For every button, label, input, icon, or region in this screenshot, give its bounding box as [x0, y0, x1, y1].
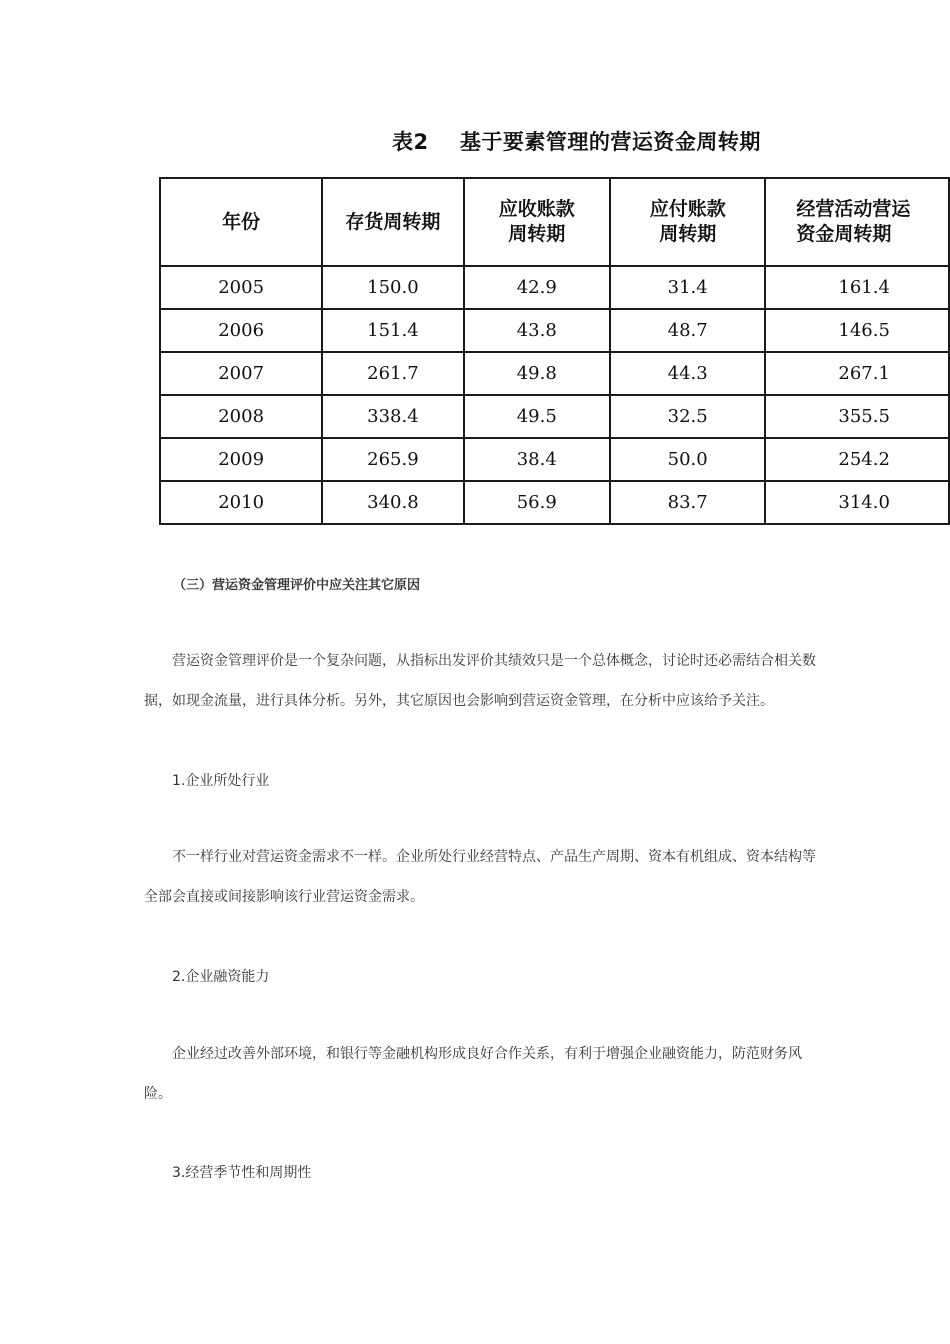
item-industry-text: 不一样行业对营运资金需求不一样。企业所处行业经营特点、产品生产周期、资本有机组成、资本结构等全部会直接或间接影响该行业营运资金需求。 [144, 849, 816, 905]
cell-year: 2010 [160, 481, 322, 524]
cell-payable: 48.7 [610, 309, 765, 352]
cell-operating: 161.4 [765, 266, 949, 309]
cell-operating: 146.5 [765, 309, 949, 352]
table-row [160, 438, 949, 481]
header-receivable-period: 应收账款 周转期 [464, 178, 610, 266]
header-year: 年份 [160, 178, 322, 266]
cell-receivable: 38.4 [464, 438, 610, 481]
item-seasonality-title: 3.经营季节性和周期性 [172, 1165, 312, 1181]
header-inventory-period: 存货周转期 [322, 178, 463, 266]
cell-operating: 355.5 [765, 395, 949, 438]
cell-payable: 83.7 [610, 481, 765, 524]
header-operating-capital-period: 经营活动营运 资金周转期 [765, 178, 949, 266]
table-title: 表2 基于要素管理的营运资金周转期 [392, 130, 761, 154]
cell-inventory: 150.0 [322, 266, 463, 309]
table-row [160, 266, 949, 309]
cell-receivable: 56.9 [464, 481, 610, 524]
cell-payable: 32.5 [610, 395, 765, 438]
cell-payable: 31.4 [610, 266, 765, 309]
cell-inventory: 338.4 [322, 395, 463, 438]
item-financing-title: 2.企业融资能力 [172, 969, 270, 985]
cell-payable: 50.0 [610, 438, 765, 481]
cell-receivable: 43.8 [464, 309, 610, 352]
cell-payable: 44.3 [610, 352, 765, 395]
table-row [160, 395, 949, 438]
intro-paragraph: 营运资金管理评价是一个复杂问题，从指标出发评价其绩效只是一个总体概念，讨论时还必需结合相关数据，如现金流量，进行具体分析。另外，其它原因也会影响到营运资金管理，在分析中应该给予关注。 [144, 653, 816, 709]
section-heading: （三）营运资金管理评价中应关注其它原因 [173, 578, 421, 593]
cell-year: 2007 [160, 352, 322, 395]
cell-year: 2005 [160, 266, 322, 309]
table-header-row [160, 178, 949, 266]
cell-year: 2006 [160, 309, 322, 352]
table-row [160, 309, 949, 352]
item-financing-text: 企业经过改善外部环境，和银行等金融机构形成良好合作关系，有利于增强企业融资能力，防范财务风险。 [144, 1046, 802, 1102]
cell-inventory: 340.8 [322, 481, 463, 524]
cell-operating: 314.0 [765, 481, 949, 524]
cell-receivable: 49.8 [464, 352, 610, 395]
table-row [160, 352, 949, 395]
cell-operating: 254.2 [765, 438, 949, 481]
cell-operating: 267.1 [765, 352, 949, 395]
cell-inventory: 151.4 [322, 309, 463, 352]
header-payable-period: 应付账款 周转期 [610, 178, 765, 266]
cell-inventory: 265.9 [322, 438, 463, 481]
cell-year: 2008 [160, 395, 322, 438]
cell-year: 2009 [160, 438, 322, 481]
table-row [160, 481, 949, 524]
cell-receivable: 49.5 [464, 395, 610, 438]
turnover-table [159, 177, 950, 525]
cell-receivable: 42.9 [464, 266, 610, 309]
item-industry-title: 1.企业所处行业 [172, 773, 270, 789]
table-container [159, 177, 950, 525]
cell-inventory: 261.7 [322, 352, 463, 395]
